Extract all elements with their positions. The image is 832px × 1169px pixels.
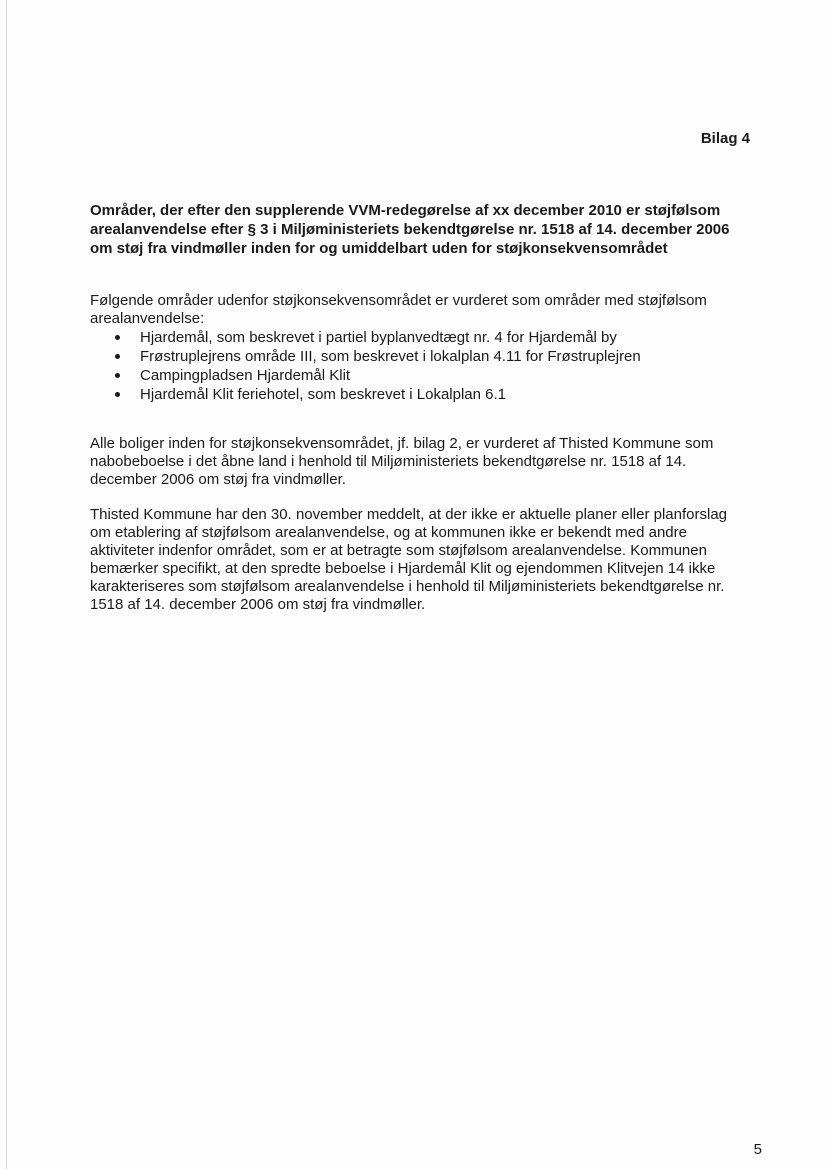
list-item: Frøstruplejrens område III, som beskrevet i lokalplan 4.11 for Frøstruplejren (140, 347, 780, 366)
document-heading: Områder, der efter den supplerende VVM-redegørelse af xx december 2010 er støjfølsom arealanvendelse efter § 3 i Miljøministeriets bekendtgørelse nr. 1518 af 14. december 2006 om støj fra vindmøller inden for og umiddelbart uden for støjkonsekvensområdet (90, 202, 730, 257)
list-item: Hjardemål Klit feriehotel, som beskrevet i Lokalplan 6.1 (140, 385, 780, 404)
list-item: Hjardemål, som beskrevet i partiel byplanvedtægt nr. 4 for Hjardemål by (140, 328, 780, 347)
list-item: Campingpladsen Hjardemål Klit (140, 366, 780, 385)
body-paragraph-2: Thisted Kommune har den 30. november meddelt, at der ikke er aktuelle planer eller planforslag om etablering af støjfølsom arealanvendelse, og at kommunen ikke er bekendt med andre aktiviteter indenfor området, som er at betragte som støjfølsom arealanvendelse. Kommunen bemærker specifikt, at den spredte beboelse i Hjardemål Klit og ejendommen Klitvejen 14 ikke karakteriseres som støjfølsom arealanvendelse i henhold til Miljøministeriets bekendtgørelse nr. 1518 af 14. december 2006 om støj fra vindmøller. (90, 506, 728, 613)
appendix-label: Bilag 4 (700, 130, 750, 147)
page-number: 5 (753, 1141, 762, 1158)
scan-edge-line (6, 0, 7, 1169)
intro-paragraph: Følgende områder udenfor støjkonsekvensområdet er vurderet som områder med støjfølsom arealanvendelse: (90, 292, 707, 327)
area-list (90, 328, 780, 404)
body-paragraph-1: Alle boliger inden for støjkonsekvensområdet, jf. bilag 2, er vurderet af Thisted Kommune som nabobeboelse i det åbne land i henhold til Miljøministeriets bekendtgørelse nr. 1518 af 14. december 2006 om støj fra vindmøller. (90, 435, 714, 488)
